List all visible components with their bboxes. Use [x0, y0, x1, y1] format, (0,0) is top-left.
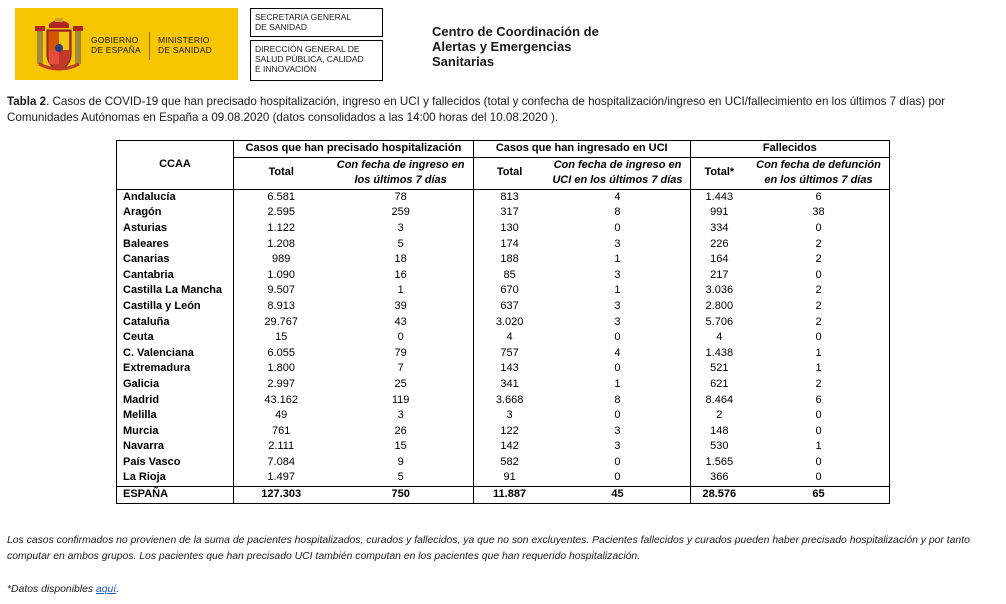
caption-text: . Casos de COVID-19 que han precisado hospitalización, ingreso en UCI y fallecidos (total y confecha de hospitalización/ingreso en UCI/fallecimiento en los últimos 7 días) por Comunidades Autónomas en España a 09.08.2020 (datos consolidados a las 14:00 horas del 10.08.2020 ). — [7, 95, 946, 124]
gobierno-label: GOBIERNO DE ESPAÑA — [91, 35, 141, 55]
fall-total-header: Total* — [690, 157, 748, 189]
fall-7d: 65 — [748, 487, 889, 504]
fall-total: 1.443 — [690, 189, 748, 205]
footnote-text: Los casos confirmados no provienen de la suma de pacientes hospitalizados, curados y fallecidos, ya que no son excluyentes. Pacientes fallecidos y curados pueden haber precisado hospitalización y por tanto computar en ambos grupos. Los pacientes que han precisado UCI también computan en los pacientes que han requerido hospitalización. — [7, 535, 970, 562]
fall-7d: 0 — [815, 331, 822, 344]
uci-7d: 1 — [614, 253, 621, 266]
uci-7d: 4 — [614, 346, 621, 359]
uci-total: 91 — [473, 470, 545, 486]
hosp-7d: 5 — [397, 237, 404, 250]
ccaa-name: Castilla y León — [123, 299, 201, 312]
hosp-total: 6.055 — [233, 346, 328, 362]
hosp-total: 8.913 — [233, 299, 328, 315]
fall-total: 28.576 — [690, 487, 748, 504]
hosp-7d: 78 — [394, 190, 407, 203]
fall-total: 621 — [690, 377, 748, 393]
table-row — [117, 408, 890, 424]
table-caption — [7, 94, 997, 126]
fall-total: 991 — [690, 205, 748, 221]
hosp-7d: 750 — [328, 487, 473, 504]
uci-total: 188 — [473, 252, 545, 268]
hosp-total: 2.997 — [233, 377, 328, 393]
hosp-total: 43.162 — [233, 393, 328, 409]
ccaa-name: Baleares — [123, 237, 169, 250]
hosp-total: 2.111 — [233, 439, 328, 455]
table-row — [117, 439, 890, 455]
fall-7d: 1 — [815, 346, 822, 359]
fall-7d: 38 — [812, 206, 825, 219]
uci-7d: 1 — [614, 284, 621, 297]
table-row — [117, 268, 890, 284]
fall-7d: 1 — [815, 362, 822, 375]
ccaa-name: Andalucía — [123, 190, 176, 203]
uci-group-header: Casos que han ingresado en UCI — [473, 141, 690, 158]
fall-7d: 0 — [815, 221, 822, 234]
hosp-7d: 119 — [391, 393, 410, 406]
ccaa-name: Asturias — [123, 221, 168, 234]
uci-total: 813 — [473, 189, 545, 205]
uci-7d: 4 — [614, 190, 621, 203]
uci-total: 670 — [473, 283, 545, 299]
covid-table — [116, 140, 890, 504]
ministerio-label: MINISTERIO DE SANIDAD — [158, 35, 212, 55]
uci-7d: 0 — [614, 362, 621, 375]
uci-7d-header: Con fecha de ingreso en UCI en los últimos 7 días — [545, 157, 690, 189]
uci-7d: 1 — [614, 377, 621, 390]
fall-7d-header: Con fecha de defunción en los últimos 7 días — [748, 157, 889, 189]
uci-7d: 3 — [614, 268, 621, 281]
uci-7d: 3 — [614, 440, 621, 453]
uci-7d: 3 — [614, 299, 621, 312]
uci-7d: 0 — [614, 409, 621, 422]
ccaa-name: Melilla — [123, 409, 157, 422]
hosp-total: 15 — [233, 330, 328, 346]
table-body — [117, 189, 890, 503]
table-row — [117, 470, 890, 486]
uci-total: 3.020 — [473, 315, 545, 331]
fall-total: 148 — [690, 424, 748, 440]
fall-total: 164 — [690, 252, 748, 268]
uci-7d: 0 — [614, 221, 621, 234]
hosp-7d: 25 — [394, 377, 407, 390]
data-link[interactable]: aquí — [95, 584, 117, 595]
government-logo-block — [15, 8, 238, 80]
hosp-total: 2.595 — [233, 205, 328, 221]
ccaa-name: C. Valenciana — [123, 346, 194, 359]
uci-7d: 3 — [614, 424, 621, 437]
fall-7d: 2 — [815, 377, 822, 390]
department-boxes — [250, 8, 383, 81]
fall-total: 4 — [690, 330, 748, 346]
uci-total: 582 — [473, 455, 545, 471]
fall-total: 334 — [690, 221, 748, 237]
uci-7d: 0 — [614, 471, 621, 484]
hosp-total: 9.507 — [233, 283, 328, 299]
ccaa-name: Castilla La Mancha — [123, 284, 223, 297]
uci-total: 3.668 — [473, 393, 545, 409]
hosp-7d: 259 — [391, 206, 410, 219]
uci-total: 11.887 — [473, 487, 545, 504]
hosp-total: 1.800 — [233, 361, 328, 377]
data-availability-note — [7, 584, 119, 595]
uci-total: 3 — [473, 408, 545, 424]
hosp-7d-header: Con fecha de ingreso en los últimos 7 días — [328, 157, 473, 189]
ccaa-name: La Rioja — [123, 471, 166, 484]
fall-total: 1.438 — [690, 346, 748, 362]
fall-group-header: Fallecidos — [690, 141, 889, 158]
table-row — [117, 315, 890, 331]
hosp-total: 761 — [233, 424, 328, 440]
ccaa-name: Ceuta — [123, 331, 154, 344]
data-suffix: . — [116, 584, 120, 595]
fall-7d: 2 — [815, 299, 822, 312]
uci-total: 122 — [473, 424, 545, 440]
fall-7d: 6 — [815, 393, 822, 406]
fall-7d: 0 — [815, 455, 822, 468]
uci-total: 130 — [473, 221, 545, 237]
table-row — [117, 189, 890, 205]
uci-7d: 8 — [614, 393, 621, 406]
uci-total: 142 — [473, 439, 545, 455]
fall-total: 521 — [690, 361, 748, 377]
hosp-total: 1.208 — [233, 237, 328, 253]
table-row — [117, 393, 890, 409]
ccaa-name: Cantabria — [123, 268, 174, 281]
hosp-7d: 43 — [394, 315, 407, 328]
centre-title: Centro de Coordinación de Alertas y Emergencias Sanitarias — [432, 24, 599, 69]
fall-7d: 6 — [815, 190, 822, 203]
fall-total: 8.464 — [690, 393, 748, 409]
ccaa-name: Galicia — [123, 377, 160, 390]
uci-7d: 3 — [614, 315, 621, 328]
hosp-total-header: Total — [233, 157, 328, 189]
table-row — [117, 424, 890, 440]
fall-total: 530 — [690, 439, 748, 455]
ccaa-name: Navarra — [123, 440, 164, 453]
hosp-total: 1.497 — [233, 470, 328, 486]
hosp-total: 1.090 — [233, 268, 328, 284]
ccaa-name: País Vasco — [123, 455, 181, 468]
data-prefix: *Datos disponibles — [7, 584, 96, 595]
ccaa-name: Murcia — [123, 424, 159, 437]
uci-7d: 8 — [614, 206, 621, 219]
fall-7d: 0 — [815, 268, 822, 281]
table-row — [117, 237, 890, 253]
hosp-7d: 1 — [397, 284, 404, 297]
fall-7d: 0 — [815, 471, 822, 484]
fall-7d: 0 — [815, 424, 822, 437]
uci-total-header: Total — [473, 157, 545, 189]
hosp-total: 7.084 — [233, 455, 328, 471]
hosp-total: 49 — [233, 408, 328, 424]
uci-total: 4 — [473, 330, 545, 346]
logo-divider — [149, 32, 150, 60]
hosp-7d: 3 — [397, 409, 404, 422]
table-row — [117, 455, 890, 471]
ccaa-name: Cataluña — [123, 315, 170, 328]
fall-7d: 2 — [815, 315, 822, 328]
secretaria-box: SECRETARIA GENERAL DE SANIDAD — [250, 8, 383, 37]
ccaa-name: Madrid — [123, 393, 160, 406]
table-group-header — [117, 141, 890, 158]
hosp-total: 29.767 — [233, 315, 328, 331]
table-row — [117, 330, 890, 346]
uci-total: 637 — [473, 299, 545, 315]
uci-total: 174 — [473, 237, 545, 253]
fall-total: 2 — [690, 408, 748, 424]
hosp-total: 6.581 — [233, 189, 328, 205]
uci-total: 757 — [473, 346, 545, 362]
hosp-7d: 26 — [394, 424, 407, 437]
ccaa-name: Aragón — [123, 206, 162, 219]
hosp-total: 1.122 — [233, 221, 328, 237]
hosp-7d: 7 — [397, 362, 404, 375]
hosp-7d: 16 — [394, 268, 407, 281]
hosp-7d: 0 — [397, 331, 404, 344]
uci-total: 317 — [473, 205, 545, 221]
fall-7d: 1 — [815, 440, 822, 453]
table-row — [117, 205, 890, 221]
hosp-7d: 5 — [397, 471, 404, 484]
fall-7d: 0 — [815, 409, 822, 422]
table-row — [117, 346, 890, 362]
table-row — [117, 361, 890, 377]
hosp-7d: 79 — [394, 346, 407, 359]
hosp-7d: 3 — [397, 221, 404, 234]
fall-total: 1.565 — [690, 455, 748, 471]
table-row — [117, 252, 890, 268]
fall-total: 226 — [690, 237, 748, 253]
uci-total: 143 — [473, 361, 545, 377]
uci-total: 341 — [473, 377, 545, 393]
fall-total: 5.706 — [690, 315, 748, 331]
table-row — [117, 283, 890, 299]
ccaa-name: Canarias — [123, 253, 170, 266]
fall-total: 366 — [690, 470, 748, 486]
ccaa-header: CCAA — [117, 141, 234, 190]
uci-total: 85 — [473, 268, 545, 284]
hosp-group-header: Casos que han precisado hospitalización — [233, 141, 473, 158]
uci-7d: 45 — [545, 487, 690, 504]
table-row — [117, 377, 890, 393]
ccaa-name: Extremadura — [123, 362, 191, 375]
fall-7d: 2 — [815, 284, 822, 297]
table-row — [117, 299, 890, 315]
hosp-7d: 15 — [394, 440, 407, 453]
table-row — [117, 221, 890, 237]
fall-7d: 2 — [815, 237, 822, 250]
hosp-7d: 9 — [397, 455, 404, 468]
coat-of-arms-icon — [35, 16, 83, 74]
uci-7d: 0 — [614, 455, 621, 468]
uci-7d: 0 — [614, 331, 621, 344]
direccion-box: DIRECCIÓN GENERAL DE SALUD PÚBLICA, CALIDAD E INNOVACIÓN — [250, 40, 383, 81]
fall-total: 2.800 — [690, 299, 748, 315]
uci-7d: 3 — [614, 237, 621, 250]
caption-label: Tabla 2 — [7, 95, 47, 108]
hosp-total: 127.303 — [233, 487, 328, 504]
ccaa-name: ESPAÑA — [117, 487, 234, 504]
hosp-7d: 39 — [394, 299, 407, 312]
fall-total: 3.036 — [690, 283, 748, 299]
fall-total: 217 — [690, 268, 748, 284]
hosp-7d: 18 — [394, 253, 407, 266]
table-total-row — [117, 487, 890, 504]
document-header — [0, 0, 1006, 88]
fall-7d: 2 — [815, 253, 822, 266]
hosp-total: 989 — [233, 252, 328, 268]
